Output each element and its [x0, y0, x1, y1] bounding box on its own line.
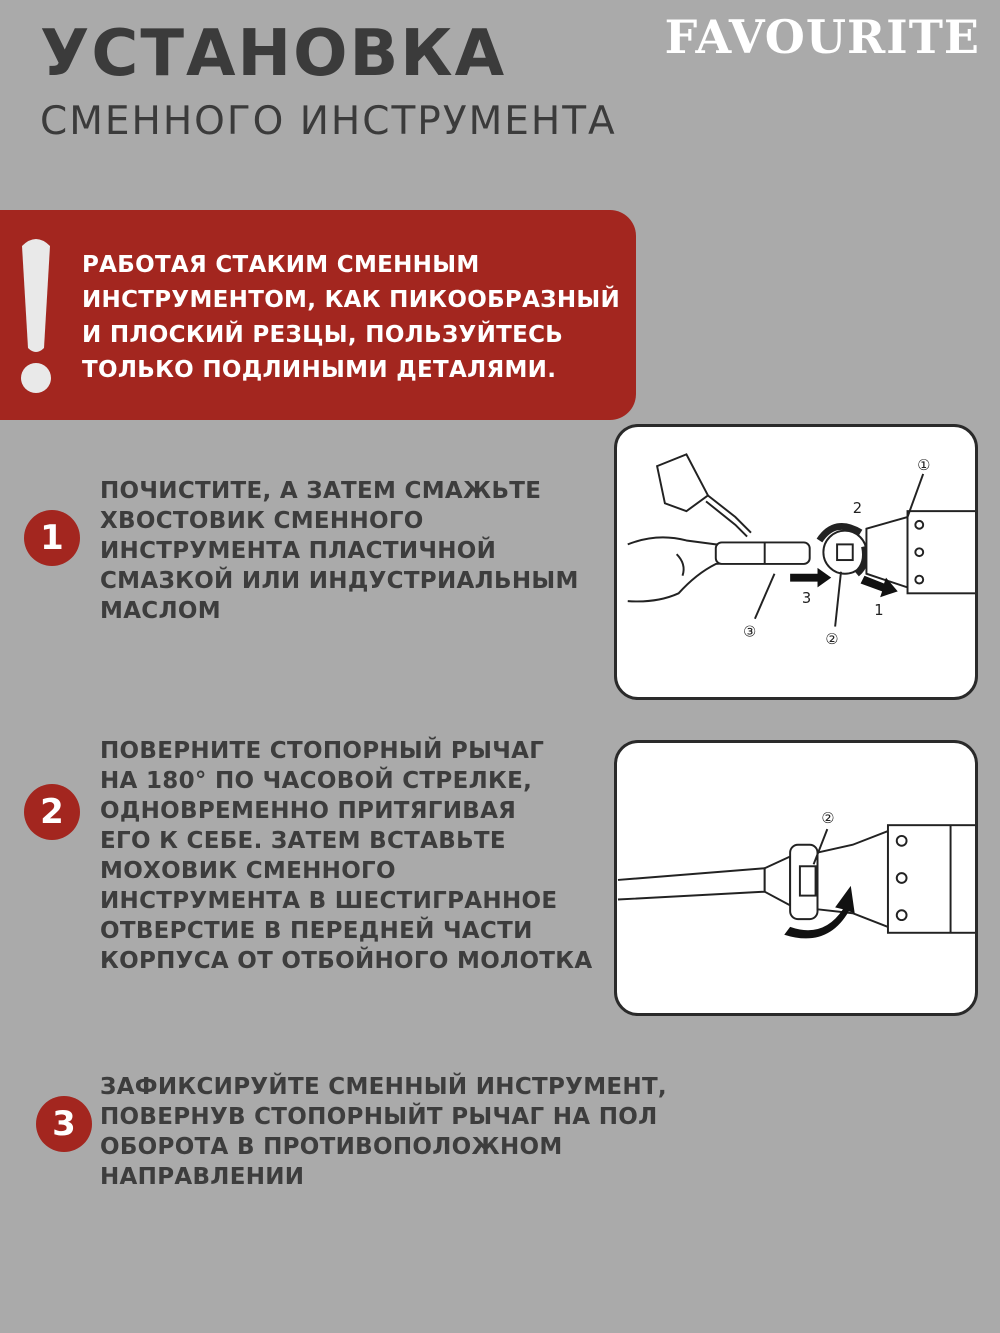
label-3: 3 [801, 590, 812, 608]
label-6: ② [825, 631, 839, 649]
step-line: ЗАФИКСИРУЙТЕ СМЕННЫЙ ИНСТРУМЕНТ, [100, 1074, 667, 1100]
step-line: ПОВЕРНИТЕ СТОПОРНЫЙ РЫЧАГ [100, 738, 545, 764]
step-1-number: 1 [24, 510, 80, 566]
step-line: ОБОРОТА В ПРОТИВОПОЛОЖНОМ [100, 1134, 563, 1160]
step-1-illustration [614, 424, 978, 700]
label-lever: ② [821, 810, 835, 828]
step-line: ИНСТРУМЕНТА В ШЕСТИГРАННОЕ [100, 888, 558, 914]
step-line: МАСЛОМ [100, 598, 221, 624]
step-line: НАПРАВЛЕНИИ [100, 1164, 305, 1190]
label-4: 1 [874, 601, 884, 619]
step-line: ПОВЕРНУВ СТОПОРНЫЙТ РЫЧАГ НА ПОЛ [100, 1104, 658, 1130]
warning-line: ИНСТРУМЕНТОМ, КАК ПИКООБРАЗНЫЙ [82, 287, 621, 313]
step-3-text [100, 1072, 667, 1192]
step-line: ОТВЕРСТИЕ В ПЕРЕДНЕЙ ЧАСТИ [100, 918, 533, 944]
step-line: ПОЧИСТИТЕ, А ЗАТЕМ СМАЖЬТЕ [100, 478, 542, 504]
oil-lubrication-diagram [617, 427, 975, 697]
step-line: ОДНОВРЕМЕННО ПРИТЯГИВАЯ [100, 798, 517, 824]
label-1: ① [917, 457, 931, 475]
step-3-number: 3 [36, 1096, 92, 1152]
step-2-text [100, 736, 593, 976]
step-line: НА 180° ПО ЧАСОВОЙ СТРЕЛКЕ, [100, 768, 533, 794]
warning-text [82, 248, 642, 388]
step-2-number: 2 [24, 784, 80, 840]
exclamation-icon [16, 236, 56, 396]
step-1-text [100, 476, 579, 626]
step-line: СМАЗКОЙ ИЛИ ИНДУСТРИАЛЬНЫМ [100, 568, 579, 594]
step-line: МОХОВИК СМЕННОГО [100, 858, 396, 884]
page-title: УСТАНОВКА [40, 17, 507, 91]
step-2-illustration [614, 740, 978, 1016]
warning-banner [0, 210, 636, 420]
page-subtitle: СМЕННОГО ИНСТРУМЕНТА [40, 99, 617, 144]
brand-logo: FAVOURITE [664, 10, 980, 64]
label-5: ③ [743, 623, 757, 641]
step-line: ИНСТРУМЕНТА ПЛАСТИЧНОЙ [100, 538, 497, 564]
warning-line: ТОЛЬКО ПОДЛИНЫМИ ДЕТАЛЯМИ. [82, 357, 557, 383]
label-2: 2 [852, 500, 863, 518]
warning-line: РАБОТАЯ СТАКИМ СМЕННЫМ [82, 252, 480, 278]
warning-line: И ПЛОСКИЙ РЕЗЦЫ, ПОЛЬЗУЙТЕСЬ [82, 322, 564, 348]
step-line: ХВОСТОВИК СМЕННОГО [100, 508, 424, 534]
lock-lever-diagram [617, 743, 975, 1013]
step-line: ЕГО К СЕБЕ. ЗАТЕМ ВСТАВЬТЕ [100, 828, 506, 854]
step-line: КОРПУСА ОТ ОТБОЙНОГО МОЛОТКА [100, 948, 593, 974]
